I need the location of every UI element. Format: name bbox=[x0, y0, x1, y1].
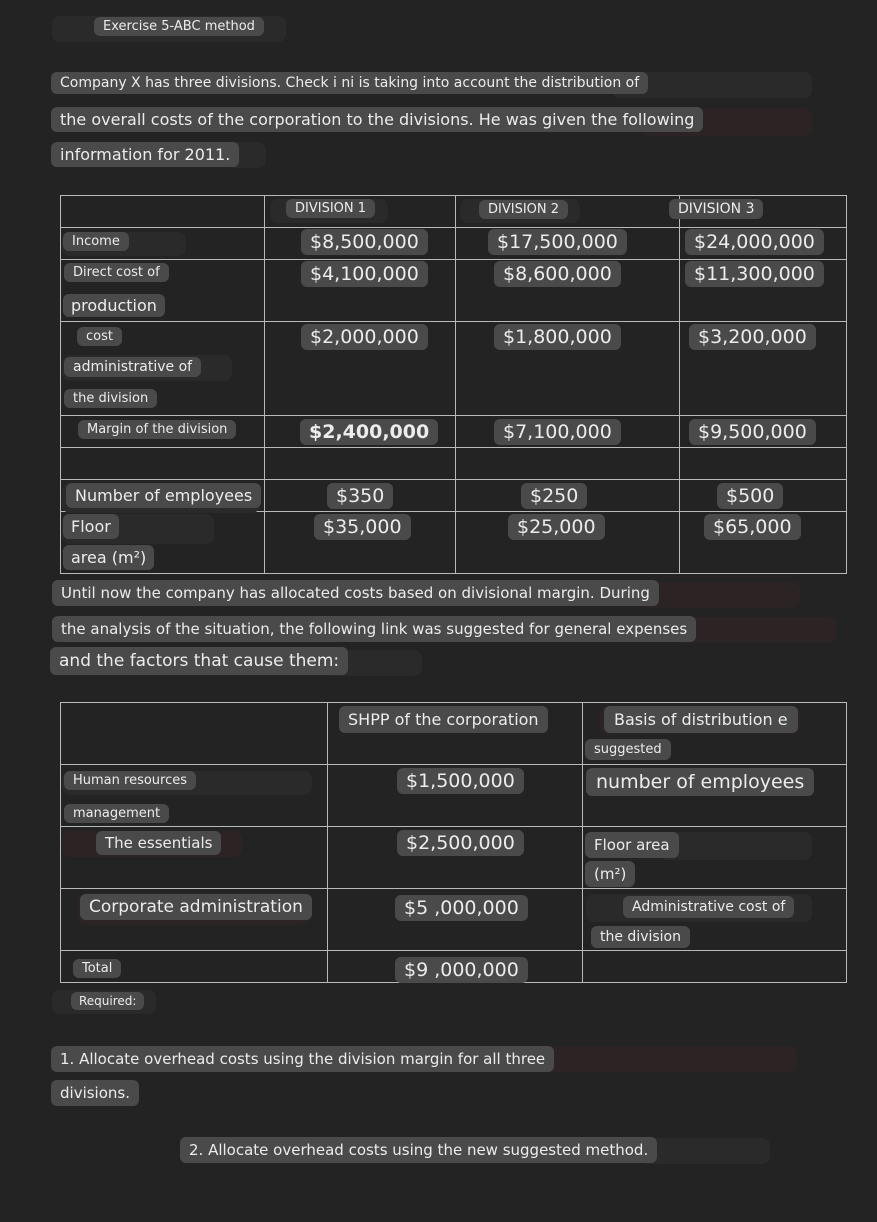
production-cost-label-2: production bbox=[63, 294, 165, 317]
employees-division-2: $250 bbox=[521, 483, 587, 509]
required-item-1-line-2: divisions. bbox=[51, 1080, 139, 1106]
essentials-label: The essentials bbox=[96, 831, 221, 855]
shpp-header: SHPP of the corporation bbox=[339, 706, 548, 733]
income-division-2: $17,500,000 bbox=[488, 229, 627, 255]
corporate-amount: $5 ,000,000 bbox=[395, 895, 528, 921]
basis-header-2: suggested bbox=[585, 739, 671, 760]
intro-line-3: information for 2011. bbox=[51, 142, 239, 167]
intro-line-1: Company X has three divisions. Check i ni is taking into account the distribution of bbox=[51, 72, 648, 94]
middle-line-2: the analysis of the situation, the following link was suggested for general expenses bbox=[52, 616, 696, 642]
essentials-basis-2: (m²) bbox=[585, 861, 635, 887]
background-smudge bbox=[535, 1046, 797, 1072]
admin-cost-label-1: cost bbox=[77, 327, 122, 346]
middle-line-1: Until now the company has allocated costs based on divisional margin. During bbox=[52, 580, 659, 606]
intro-line-2: the overall costs of the corporation to the divisions. He was given the following bbox=[51, 107, 703, 132]
floor-area-division-3: $65,000 bbox=[704, 514, 801, 540]
corporate-basis-1: Administrative cost of bbox=[623, 896, 794, 918]
income-label: Income bbox=[63, 232, 129, 251]
hr-label-1: Human resources bbox=[64, 771, 196, 790]
margin-division-3: $9,500,000 bbox=[689, 419, 816, 445]
corporate-label: Corporate administration bbox=[80, 894, 312, 920]
employees-division-3: $500 bbox=[717, 483, 783, 509]
floor-area-division-1: $35,000 bbox=[314, 514, 411, 540]
background-smudge bbox=[640, 582, 800, 608]
employees-label: Number of employees bbox=[66, 483, 261, 508]
floor-area-division-2: $25,000 bbox=[508, 514, 605, 540]
employees-division-1: $350 bbox=[327, 483, 393, 509]
total-label: Total bbox=[73, 959, 121, 978]
hr-label-2: management bbox=[64, 804, 169, 823]
background-smudge bbox=[638, 1138, 770, 1164]
background-smudge bbox=[660, 832, 812, 860]
admin-cost-division-3: $3,200,000 bbox=[689, 324, 816, 350]
exercise-title: Exercise 5-ABC method bbox=[94, 17, 264, 36]
corporate-basis-2: the division bbox=[591, 926, 690, 948]
production-cost-division-1: $4,100,000 bbox=[301, 261, 428, 287]
basis-header-1: Basis of distribution e bbox=[604, 706, 798, 733]
admin-cost-label-2: administrative of bbox=[64, 357, 201, 377]
division-2-header: DIVISION 2 bbox=[479, 200, 568, 219]
division-1-header: DIVISION 1 bbox=[286, 199, 375, 218]
admin-cost-division-2: $1,800,000 bbox=[494, 324, 621, 350]
essentials-amount: $2,500,000 bbox=[397, 830, 524, 856]
division-3-header: DIVISION 3 bbox=[669, 199, 763, 219]
required-item-2: 2. Allocate overhead costs using the new suggested method. bbox=[180, 1137, 657, 1163]
production-cost-label-1: Direct cost of bbox=[64, 263, 169, 282]
production-cost-division-2: $8,600,000 bbox=[494, 261, 621, 287]
middle-line-3: and the factors that cause them: bbox=[50, 647, 348, 675]
margin-division-2: $7,100,000 bbox=[494, 419, 621, 445]
floor-area-label-2: area (m²) bbox=[63, 545, 154, 570]
required-item-1-line-1: 1. Allocate overhead costs using the division margin for all three bbox=[51, 1046, 554, 1072]
margin-label: Margin of the division bbox=[78, 420, 236, 439]
production-cost-division-3: $11,300,000 bbox=[685, 261, 824, 287]
hr-amount: $1,500,000 bbox=[397, 768, 524, 794]
admin-cost-label-3: the division bbox=[64, 389, 157, 408]
background-smudge bbox=[672, 617, 836, 643]
admin-cost-division-1: $2,000,000 bbox=[301, 324, 428, 350]
required-label: Required: bbox=[71, 992, 144, 1010]
income-division-3: $24,000,000 bbox=[685, 229, 824, 255]
total-amount: $9 ,000,000 bbox=[395, 957, 528, 983]
hr-basis: number of employees bbox=[586, 768, 814, 796]
floor-area-label-1: Floor bbox=[63, 514, 119, 539]
margin-division-1: $2,400,000 bbox=[300, 419, 438, 445]
essentials-basis-1: Floor area bbox=[585, 832, 679, 858]
income-division-1: $8,500,000 bbox=[301, 229, 428, 255]
